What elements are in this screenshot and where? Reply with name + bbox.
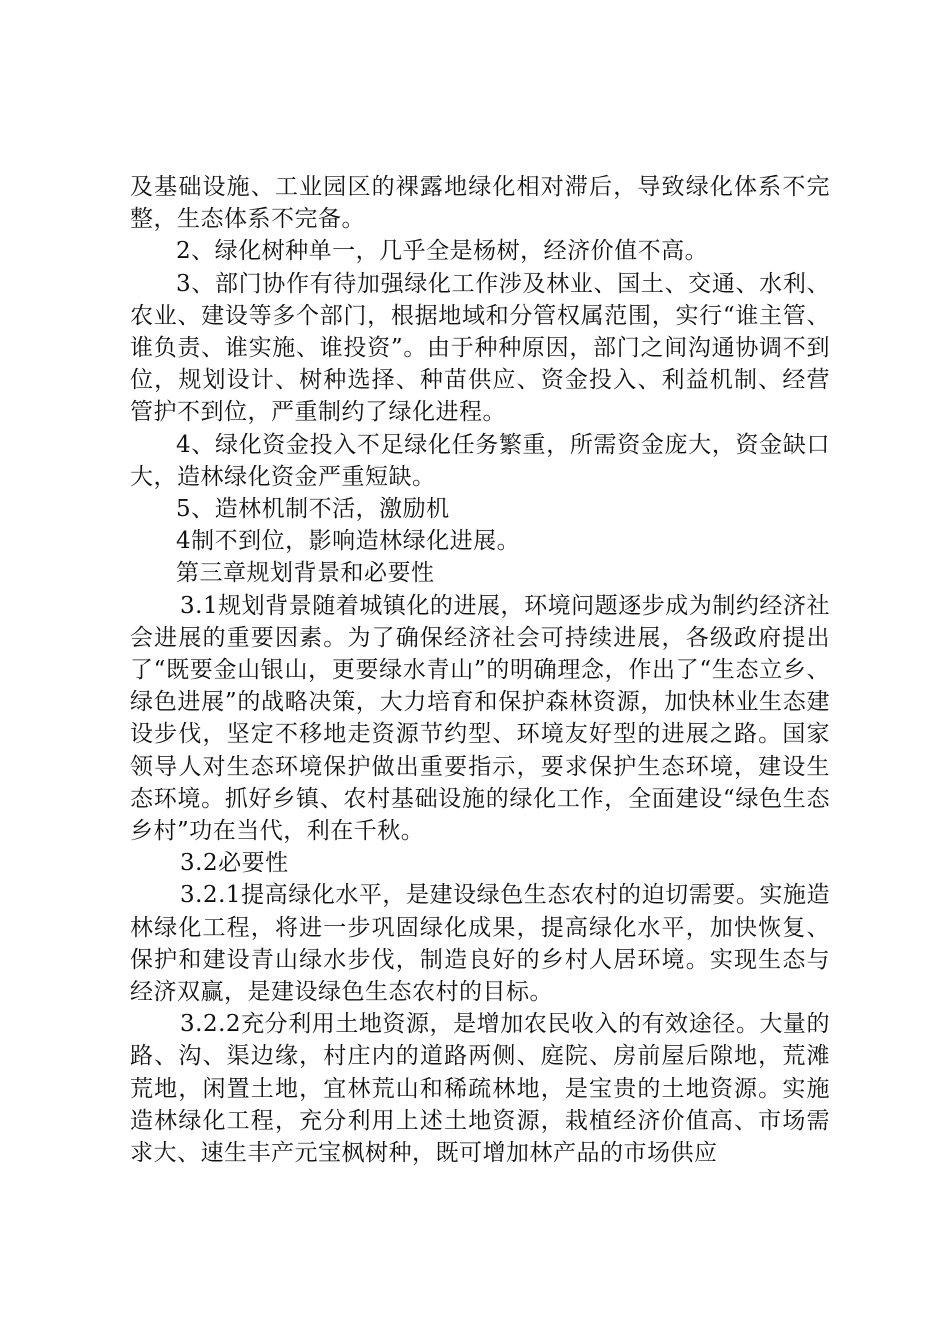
paragraph-continuation: 及基础设施、工业园区的裸露地绿化相对滞后，导致绿化体系不完整，生态体系不完备。 <box>130 174 830 233</box>
section-3-2-1-paragraph: 3.2.1提高绿化水平，是建设绿色生态农村的迫切需要。实施造林绿化工程，将进一步巩固绿化成果，提高绿化水平，加快恢复、保护和建设青山绿水步伐，制造良好的乡村人居环境。实现生态与经济双赢，是建设绿色生态农村的目标。 <box>130 882 830 1006</box>
document-body <box>130 171 830 1169</box>
section-3-2-2-paragraph: 3.2.2充分利用土地资源，是增加农民收入的有效途径。大量的路、沟、渠边缘，村庄内的道路两侧、庭院、房前屋后隙地，荒滩荒地，闲置土地，宜林荒山和稀疏林地，是宝贵的土地资源。实施造林绿化工程，充分利用上述土地资源，栽植经济价值高、市场需求大、速生丰产元宝枫树种，既可增加林产品的市场供应 <box>130 1011 830 1167</box>
section-3-1-paragraph: 3.1规划背景随着城镇化的进展，环境问题逐步成为制约经济社会进展的重要因素。为了确保经济社会可持续进展，各级政府提出了“既要金山银山，更要绿水青山”的明确理念，作出了“生态立乡、绿色进展”的战略决策，大力培育和保护森林资源，加快林业生态建设步伐，坚定不移地走资源节约型、环境友好型的进展之路。国家领导人对生态环境保护做出重要指示，要求保护生态环境，建设生态环境。抓好乡镇、农村基础设施的绿化工作，全面建设“绿色生态乡村”功在当代，利在千秋。 <box>130 592 830 845</box>
paragraph-item-3: 3、部门协作有待加强绿化工作涉及林业、国土、交通、水利、农业、建设等多个部门，根据地域和分管权属范围，实行“谁主管、谁负责、谁实施、谁投资”。由于种种原因，部门之间沟通协调不到位，规划设计、树种选择、种苗供应、资金投入、利益机制、经营管护不到位，严重制约了绿化进程。 <box>130 270 830 426</box>
paragraph-item-4: 4、绿化资金投入不足绿化任务繁重，所需资金庞大，资金缺口大，造林绿化资金严重短缺。 <box>130 431 830 490</box>
section-3-2-heading: 3.2必要性 <box>180 850 289 877</box>
paragraph-item-5: 5、造林机制不活，激励机 <box>176 496 450 523</box>
paragraph-item-2: 2、绿化树种单一，几乎全是杨树，经济价值不高。 <box>176 238 709 265</box>
chapter-heading: 第三章规划背景和必要性 <box>176 560 435 587</box>
paragraph-item-5-continued: 4制不到位，影响造林绿化进展。 <box>176 528 521 555</box>
